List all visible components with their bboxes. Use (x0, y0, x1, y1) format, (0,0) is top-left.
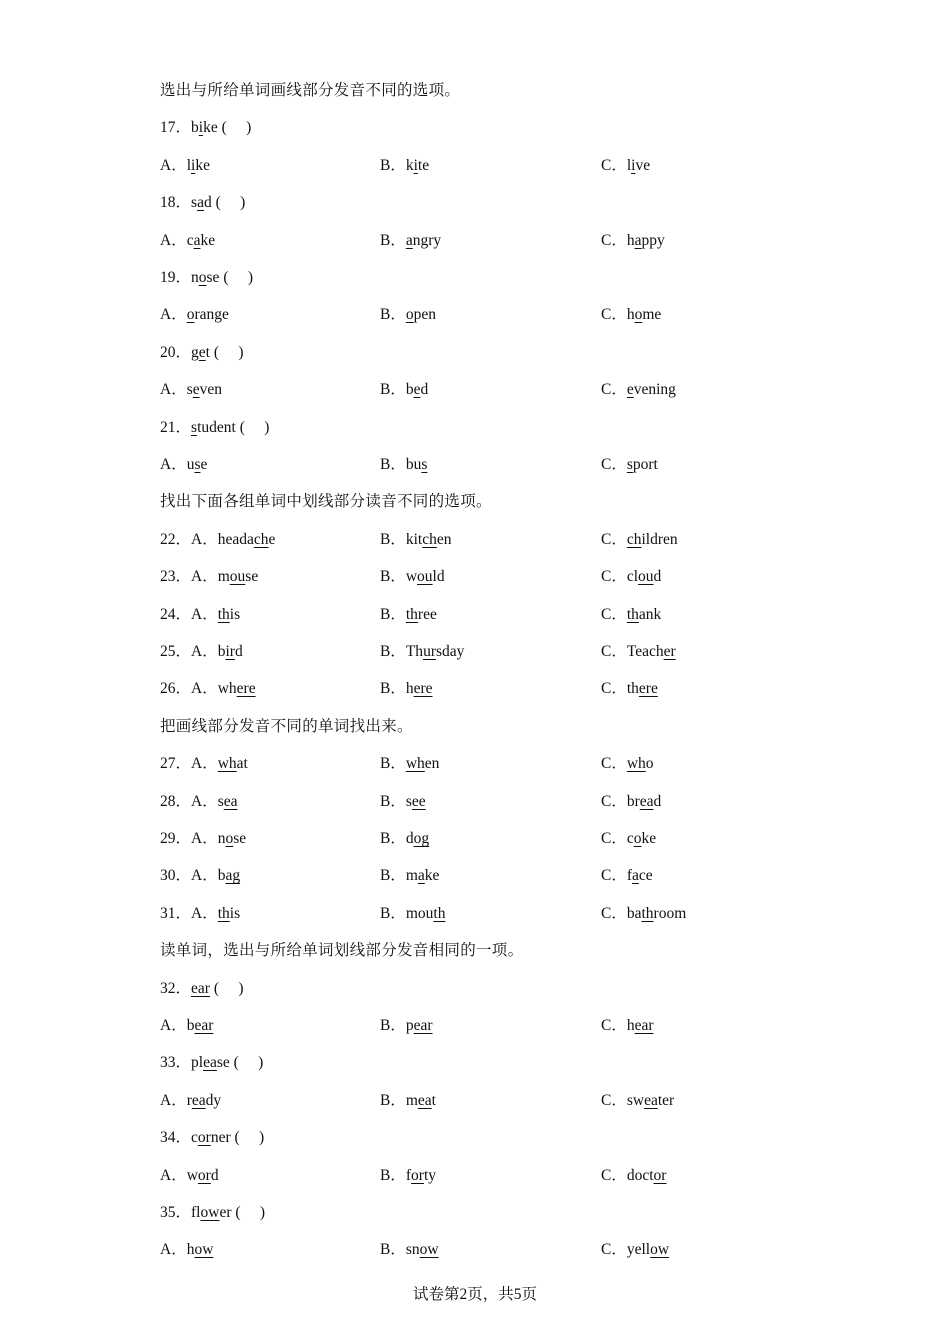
question-number: 28． (160, 793, 192, 810)
option-33-c[interactable] (601, 1090, 674, 1112)
option-label: C． (601, 830, 627, 847)
option-27-a[interactable] (160, 753, 248, 775)
option-label: A． (191, 680, 218, 697)
option-label: C． (601, 568, 627, 585)
option-label: B． (380, 1167, 406, 1184)
option-31-a[interactable] (160, 903, 240, 925)
option-word: this (217, 606, 241, 623)
question-35-stem (160, 1202, 265, 1224)
question-number: 22． (160, 531, 192, 548)
option-word: meat (405, 1092, 436, 1109)
answer-blank[interactable]: ( ) (230, 1129, 265, 1146)
option-19-c[interactable] (601, 304, 661, 326)
option-23-b[interactable] (380, 566, 445, 588)
option-word: use (186, 456, 208, 473)
option-label: B． (380, 1092, 406, 1109)
option-word: hear (626, 1017, 654, 1034)
option-label: C． (601, 1017, 627, 1034)
option-label: A． (160, 306, 187, 323)
option-word: home (626, 306, 662, 323)
question-number: 34． (160, 1129, 192, 1146)
question-32-stem (160, 978, 244, 1000)
option-29-a[interactable] (160, 828, 246, 850)
option-word: this (217, 905, 241, 922)
question-number: 17． (160, 119, 192, 136)
option-23-c[interactable] (601, 566, 661, 588)
option-label: A． (191, 606, 218, 623)
option-word: face (626, 867, 653, 884)
option-label: A． (191, 905, 218, 922)
option-word: would (405, 568, 445, 585)
option-34-b[interactable] (380, 1165, 436, 1187)
option-label: B． (380, 232, 406, 249)
option-19-b[interactable] (380, 304, 436, 326)
option-word: three (405, 606, 437, 623)
option-label: C． (601, 456, 627, 473)
option-word: bread (626, 793, 662, 810)
option-word: bear (186, 1017, 214, 1034)
option-word: nose (217, 830, 247, 847)
option-label: C． (601, 232, 627, 249)
section-instruction-1: 选出与所给单词画线部分发音不同的选项。 (160, 82, 461, 99)
question-number: 30． (160, 867, 192, 884)
option-31-c[interactable] (601, 903, 686, 925)
option-label: B． (380, 793, 406, 810)
option-word: kite (405, 157, 430, 174)
option-label: C． (601, 157, 627, 174)
stem-word: student (191, 419, 236, 436)
option-21-b[interactable] (380, 454, 427, 476)
question-33-stem (160, 1052, 263, 1074)
option-label: C． (601, 1092, 627, 1109)
option-word: bed (405, 381, 429, 398)
stem-word: sad (191, 194, 212, 211)
answer-blank[interactable]: ( ) (231, 1204, 266, 1221)
option-label: C． (601, 643, 627, 660)
option-word: mouse (217, 568, 259, 585)
stem-word: please (191, 1054, 230, 1071)
option-label: B． (380, 643, 406, 660)
answer-blank[interactable]: ( ) (217, 119, 252, 136)
option-30-c[interactable] (601, 865, 653, 887)
option-word: ready (186, 1092, 222, 1109)
option-27-c[interactable] (601, 753, 654, 775)
option-word: pear (405, 1017, 433, 1034)
option-word: evening (626, 381, 676, 398)
option-label: B． (380, 456, 406, 473)
option-word: forty (405, 1167, 436, 1184)
option-word: yellow (626, 1241, 670, 1258)
option-28-c[interactable] (601, 791, 661, 813)
option-word: mouth (405, 905, 446, 922)
option-label: A． (191, 643, 218, 660)
question-number: 27． (160, 755, 192, 772)
option-word: angry (405, 232, 442, 249)
option-17-c[interactable] (601, 155, 650, 177)
option-22-a[interactable] (160, 529, 275, 551)
option-26-c[interactable] (601, 678, 658, 700)
option-word: sweater (626, 1092, 675, 1109)
stem-word: bike (191, 119, 218, 136)
section-instruction-3: 把画线部分发音不同的单词找出来。 (160, 718, 413, 735)
option-18-a[interactable] (160, 230, 215, 252)
option-label: A． (160, 456, 187, 473)
option-word: sea (217, 793, 238, 810)
option-25-b[interactable] (380, 641, 464, 663)
option-label: B． (380, 905, 406, 922)
option-label: B． (380, 830, 406, 847)
option-label: B． (380, 306, 406, 323)
option-word: live (626, 157, 651, 174)
option-32-a[interactable] (160, 1015, 213, 1037)
option-29-c[interactable] (601, 828, 656, 850)
option-23-a[interactable] (160, 566, 258, 588)
option-word: happy (626, 232, 665, 249)
option-label: A． (191, 830, 218, 847)
option-label: C． (601, 306, 627, 323)
stem-word: corner (191, 1129, 231, 1146)
option-18-b[interactable] (380, 230, 441, 252)
answer-blank[interactable]: ( ) (211, 194, 246, 211)
question-19-stem (160, 267, 253, 289)
option-18-c[interactable] (601, 230, 665, 252)
option-word: bag (217, 867, 241, 884)
question-number: 21． (160, 419, 192, 436)
option-word: where (217, 680, 256, 697)
option-34-c[interactable] (601, 1165, 666, 1187)
stem-word: ear (191, 980, 210, 997)
option-label: A． (191, 755, 218, 772)
option-word: who (626, 755, 654, 772)
option-25-a[interactable] (160, 641, 243, 663)
answer-blank[interactable]: ( ) (209, 344, 244, 361)
option-word: orange (186, 306, 229, 323)
option-33-a[interactable] (160, 1090, 221, 1112)
option-20-c[interactable] (601, 379, 676, 401)
option-word: sport (626, 456, 658, 473)
option-label: A． (160, 381, 187, 398)
option-label: A． (191, 531, 218, 548)
section-instruction-4: 读单词，选出与所给单词划线部分发音相同的一项。 (160, 942, 524, 959)
option-label: C． (601, 531, 627, 548)
option-label: A． (160, 232, 187, 249)
option-label: B． (380, 381, 406, 398)
option-30-a[interactable] (160, 865, 240, 887)
option-word: doctor (626, 1167, 667, 1184)
question-number: 35． (160, 1204, 192, 1221)
option-17-b[interactable] (380, 155, 429, 177)
option-label: B． (380, 157, 406, 174)
question-number: 20． (160, 344, 192, 361)
question-number: 29． (160, 830, 192, 847)
option-30-b[interactable] (380, 865, 439, 887)
option-27-b[interactable] (380, 753, 439, 775)
option-label: C． (601, 905, 627, 922)
option-label: A． (160, 1167, 187, 1184)
question-21-stem (160, 417, 269, 439)
option-label: C． (601, 755, 627, 772)
question-number: 31． (160, 905, 192, 922)
option-21-a[interactable] (160, 454, 207, 476)
option-word: thank (626, 606, 662, 623)
option-label: C． (601, 867, 627, 884)
option-word: bird (217, 643, 243, 660)
option-label: A． (191, 867, 218, 884)
question-number: 23． (160, 568, 192, 585)
option-26-b[interactable] (380, 678, 433, 700)
stem-word: nose (191, 269, 220, 286)
section-instruction-2: 找出下面各组单词中划线部分读音不同的选项。 (160, 493, 492, 510)
question-18-stem (160, 192, 245, 214)
option-word: here (405, 680, 433, 697)
question-number: 26． (160, 680, 192, 697)
answer-blank[interactable]: ( ) (209, 980, 244, 997)
option-word: there (626, 680, 658, 697)
option-word: coke (626, 830, 657, 847)
option-22-b[interactable] (380, 529, 452, 551)
option-35-c[interactable] (601, 1239, 669, 1261)
stem-word: get (191, 344, 210, 361)
option-32-c[interactable] (601, 1015, 654, 1037)
option-word: Teacher (626, 643, 676, 660)
option-word: Thursday (405, 643, 465, 660)
option-word: when (405, 755, 440, 772)
option-label: B． (380, 606, 406, 623)
option-word: cake (186, 232, 216, 249)
answer-blank[interactable]: ( ) (235, 419, 270, 436)
option-word: children (626, 531, 678, 548)
question-number: 24． (160, 606, 192, 623)
option-label: A． (191, 793, 218, 810)
page-footer: 试卷第2页，共5页 (412, 1286, 537, 1303)
option-word: kitchen (405, 531, 452, 548)
option-35-a[interactable] (160, 1239, 213, 1261)
option-label: A． (160, 1017, 187, 1034)
option-word: word (186, 1167, 219, 1184)
option-label: C． (601, 680, 627, 697)
option-label: A． (191, 568, 218, 585)
option-word: what (217, 755, 248, 772)
option-label: A． (160, 1092, 187, 1109)
option-label: C． (601, 793, 627, 810)
option-24-a[interactable] (160, 604, 240, 626)
option-word: how (186, 1241, 214, 1258)
option-word: see (405, 793, 426, 810)
option-label: B． (380, 867, 406, 884)
option-label: B． (380, 680, 406, 697)
option-word: bathroom (626, 905, 687, 922)
option-word: cloud (626, 568, 662, 585)
question-number: 25． (160, 643, 192, 660)
option-label: B． (380, 531, 406, 548)
question-number: 19． (160, 269, 192, 286)
question-17-stem (160, 117, 251, 139)
option-word: snow (405, 1241, 439, 1258)
option-word: make (405, 867, 440, 884)
option-21-c[interactable] (601, 454, 658, 476)
question-number: 18． (160, 194, 192, 211)
option-26-a[interactable] (160, 678, 256, 700)
option-word: dog (405, 830, 430, 847)
question-number: 33． (160, 1054, 192, 1071)
option-label: C． (601, 1167, 627, 1184)
answer-blank[interactable]: ( ) (219, 269, 254, 286)
option-24-c[interactable] (601, 604, 661, 626)
answer-blank[interactable]: ( ) (229, 1054, 264, 1071)
stem-word: flower (191, 1204, 232, 1221)
option-28-b[interactable] (380, 791, 426, 813)
option-19-a[interactable] (160, 304, 229, 326)
option-28-a[interactable] (160, 791, 238, 813)
option-word: like (186, 157, 210, 174)
option-34-a[interactable] (160, 1165, 219, 1187)
option-label: B． (380, 568, 406, 585)
question-34-stem (160, 1127, 264, 1149)
question-number: 32． (160, 980, 192, 997)
option-24-b[interactable] (380, 604, 437, 626)
option-35-b[interactable] (380, 1239, 439, 1261)
option-word: seven (186, 381, 223, 398)
option-label: C． (601, 606, 627, 623)
option-label: C． (601, 1241, 627, 1258)
option-label: C． (601, 381, 627, 398)
option-label: B． (380, 1241, 406, 1258)
option-label: A． (160, 157, 187, 174)
option-32-b[interactable] (380, 1015, 433, 1037)
option-33-b[interactable] (380, 1090, 436, 1112)
option-label: B． (380, 1017, 406, 1034)
question-20-stem (160, 342, 244, 364)
option-label: B． (380, 755, 406, 772)
option-17-a[interactable] (160, 155, 210, 177)
option-20-b[interactable] (380, 379, 428, 401)
option-22-c[interactable] (601, 529, 678, 551)
option-20-a[interactable] (160, 379, 222, 401)
option-25-c[interactable] (601, 641, 676, 663)
option-31-b[interactable] (380, 903, 445, 925)
option-word: headache (217, 531, 276, 548)
option-word: open (405, 306, 436, 323)
option-label: A． (160, 1241, 187, 1258)
option-29-b[interactable] (380, 828, 429, 850)
option-word: bus (405, 456, 428, 473)
